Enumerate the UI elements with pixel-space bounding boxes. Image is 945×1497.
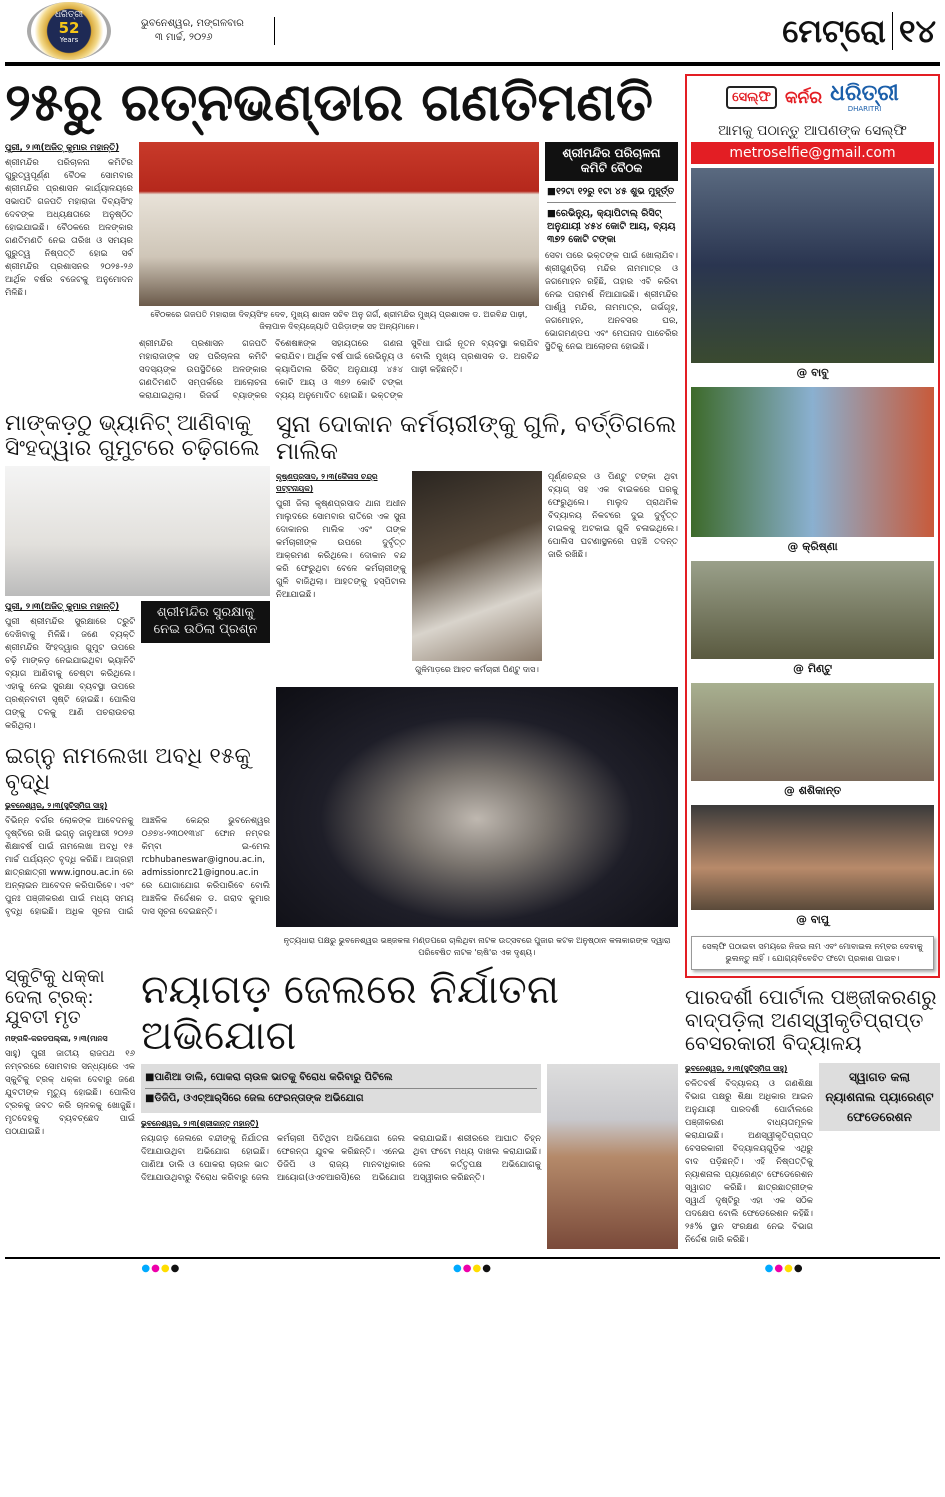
jail-headline: ନୟାଗଡ଼ ଜେଲରେ ନିର୍ଯାତନା ଅଭିଯୋଗ xyxy=(141,966,559,1059)
school-headline: ପାରଦର୍ଶୀ ପୋର୍ଟାଲ ପଞ୍ଜୀକରଣରୁ ବାଦ୍‌ପଡ଼ିଲା ଅଣସ୍ୱୀକୃତିପ୍ରାପ୍ତ ବେସରକାରୀ ବିଦ୍ୟାଳୟ xyxy=(685,984,937,1055)
scooty-body: ସାହୁ) ପୁରୀ ଜାତୀୟ ରାଜପଥ ୧୬ ନମ୍ବରରେ ସୋମବାର ସନ୍ଧ୍ୟାରେ ଏକ ସ୍କୁଟିକୁ ଟ୍ରକ୍ ଧକ୍କା ଦେବାରୁ ଜଣେ ଯୁବତୀଙ୍କ ମୃତ୍ୟୁ ହୋଇଛି। ପୋଲିସ ଟ୍ରକକୁ ଜବତ କରି ଚାଳକକୁ ଖୋଜୁଛି। ମୃତଦେହକୁ ବ୍ୟବଚ୍ଛେଦ ପାଇଁ ପଠାଯାଇଛି। xyxy=(5,1049,135,1138)
dharitri-52-years-logo xyxy=(27,2,111,60)
bottom-stories xyxy=(5,967,678,1249)
selfie-photo xyxy=(691,561,934,659)
lead-byline: ପୁରୀ, ୨।୩(ଅଜିତ୍ କୁମାର ମହାନ୍ତି) xyxy=(5,142,120,153)
story3-body: ପୁରୀ ଜିଲା କୃଷ୍ଣପ୍ରସାଦ ଥାନା ଅଧୀନ ମାଲୁଦରେ ସୋମବାର ରାତିରେ ଏକ ସୁନା ଦୋକାନର ମାଲିକ ଏବଂ ତାଙ୍କ କର୍ମଚାରୀଙ୍କ ଉପରେ ଦୁର୍ବୃତ୍ତ ଆକ୍ରମଣ କରିଥିଲେ। ଦୋକାନ ବନ୍ଦ କରି ଫେରୁଥିବା ବେଳେ କର୍ମଚାରୀଙ୍କୁ ଗୁଳି ବାଜିଥିଲା। ଆହତଙ୍କୁ ହସ୍ପିଟାଲ ନିଆଯାଇଛି। xyxy=(276,498,406,600)
page-header-bar xyxy=(5,0,940,66)
selfie-credit: @ କ୍ରିଷ୍ଣା xyxy=(787,539,838,553)
selfie-phone-icon: ସେଲ୍ଫି xyxy=(726,86,777,109)
lead-photo-caption: ବୈଠକରେ ଗଜପତି ମହାରାଜା ଦିବ୍ୟସିଂହ ଦେବ, ମୁଖ୍ୟ ଶାସନ ସଚିବ ଅନୁ ଗର୍ଗ, ଶ୍ରୀମନ୍ଦିର ମୁଖ୍ୟ ପ୍ରଶାସକ ଡ. ଅରବିନ୍ଦ ପାଢ଼ୀ, ଜିଲାପାଳ ଦିବ୍ୟଜ୍ୟୋତି ପରିଡ଼ାଙ୍କ ସହ ଅନ୍ୟମାନେ। xyxy=(150,309,528,331)
selfie-tagline: ଆମକୁ ପଠାନ୍ତୁ ଆପଣଙ୍କ ସେଲ୍ଫି xyxy=(718,122,907,139)
selfie-email[interactable]: metroselfie@gmail.com xyxy=(691,142,934,164)
jail-highlights xyxy=(141,1064,541,1113)
section-name: ମେଟ୍ରୋ xyxy=(782,11,886,50)
left-columns xyxy=(5,74,678,1249)
school-col1 xyxy=(685,1063,813,1247)
lead-sidebar xyxy=(545,142,678,354)
selfie-photo xyxy=(691,683,934,781)
selfie-note: ସେଲ୍ଫି ପଠାଇବା ସମୟରେ ନିଜର ନାମ ଏବଂ ମୋବାଇଲ ନମ୍ବର ଦେବାକୁ ଭୁଲନ୍ତୁ ନାହିଁ । ଯୋଗ୍ୟବିବେଚିତ ଫଟୋ ପ୍ରକାଶ ପାଇବ। xyxy=(691,936,934,970)
school-byline: ଭୁବନେଶ୍ୱର, ୨।୩(ସୁଚିସ୍ମିତା ସାହୁ) xyxy=(685,1063,788,1073)
school-highlight-box: ସ୍ୱାଗତ କଲା ନ୍ୟାଶନାଲ ପ୍ୟାରେଣ୍ଟ ଫେଡେରେଶନ xyxy=(819,1063,940,1131)
story3-headline: ସୁନା ଦୋକାନ କର୍ମଚାରୀଙ୍କୁ ଗୁଳି, ବର୍ତ୍ତିଗଲେ ମାଲିକ xyxy=(276,409,677,466)
logo-text: ଧରିତ୍ରୀ xyxy=(54,10,84,20)
color-registration-marks: ●●●● xyxy=(141,1262,181,1274)
story3-photo-col xyxy=(412,471,542,676)
sidebar-point: ■ରେଭିନ୍ୟୁ, କ୍ୟାପିଟାଲ୍ ରିସିଟ୍ ଅନୁଯାୟୀ ୪୫୪ କୋଟି ଆୟ, ବ୍ୟୟ ୩୭୨ କୋଟି ଟଙ୍କା xyxy=(547,207,676,245)
corner-title: କର୍ନର xyxy=(784,87,823,108)
sidebar-point-text: ୧୨ଟା ୧୨ରୁ ୧ଟା ୪୫ ଶୁଭ ମୁହୂର୍ତ୍ତ xyxy=(555,185,675,197)
selfie-photo xyxy=(691,805,934,910)
logo-sub: Years xyxy=(59,36,79,44)
story2-col1 xyxy=(5,601,135,733)
jail-row xyxy=(141,1064,678,1249)
selfie-credit: @ ମିଣ୍ଟୁ xyxy=(793,661,832,675)
lead-story xyxy=(5,142,678,403)
ignou-body: ବିଭିନ୍ନ ବର୍ଗର ଲୋକଙ୍କ ଆବେଦନକୁ ଦୃଷ୍ଟିରେ ରଖି ଇଗ୍ନୁ ଜାନୁଆରୀ ୨୦୨୬ ଶିକ୍ଷାବର୍ଷ ପାଇଁ ନାମଲେଖା ଅବଧି ୧୫ ମାର୍ଚ୍ଚ ପର୍ଯ୍ୟନ୍ତ ବୃଦ୍ଧି କରିଛି। ଆଗ୍ରହୀ ଛାତ୍ରଛାତ୍ରୀ www.ignou.ac.in ରେ ଅନ୍ଲାଇନ ଆବେଦନ କରିପାରିବେ। ଏବଂ ପୁନଃ ପଞ୍ଜୀକରଣ ପାଇଁ ମଧ୍ୟ ସମୟ ବୃଦ୍ଧି ହୋଇଛି। ଅଧିକ ସୂଚନା ପାଇଁ ଆଞ୍ଚଳିକ କେନ୍ଦ୍ର ଭୁବନେଶ୍ୱର ୦୬୭୪-୨୩୦୧୩୪୮ ଫୋନ ନମ୍ବର କିମ୍ବା ଇ-ମେଲ rcbhubaneswar@ignou.ac.in, admissionrc21@ignou.ac.in ରେ ଯୋଗାଯୋଗ କରିପାରିବେ ବୋଲି ଆଞ୍ଚଳିକ ନିର୍ଦ୍ଦେଶକ ଡ. ଗରାଦ କୁମାର ଦାସ ସୂଚନା ଦେଇଛନ୍ତି। xyxy=(5,815,270,917)
ignou-headline: ଇଗ୍ନୁ ନାମଲେଖା ଅବଧି ୧୫କୁ ବୃଦ୍ଧି xyxy=(5,744,251,795)
sidebar-title: ଶ୍ରୀମନ୍ଦିର ପରିଚାଳନା କମିଟି ବୈଠକ xyxy=(545,142,678,181)
sidebar-point-text: ରେଭିନ୍ୟୁ, କ୍ୟାପିଟାଲ୍ ରିସିଟ୍ ଅନୁଯାୟୀ ୪୫୪ କୋଟି ଆୟ, ବ୍ୟୟ ୩୭୨ କୋଟି ଟଙ୍କା xyxy=(547,207,676,245)
lead-body: ଶ୍ରୀମନ୍ଦିର ପରିଚାଳନା କମିଟିର ଗୁରୁତ୍ୱପୂର୍ଣ୍ଣ ବୈଠକ ସୋମବାର ଶ୍ରୀମନ୍ଦିର ପ୍ରଶାସନ କାର୍ଯ୍ୟାଳୟରେ ସଭାପତି ଗଜପତି ମହାରାଜା ଦିବ୍ୟସିଂହ ଦେବଙ୍କ ଅଧ୍ୟକ୍ଷତାରେ ଅନୁଷ୍ଠିତ ହୋଇଯାଇଛି। ବୈଠକରେ ଅଳଙ୍କାର ଗଣତିମଣତି ନେଇ ତାରିଖ ଓ ସମୟର ଗୁରୁତ୍ୱ ନିଷ୍ପତ୍ତି ହୋଇ ସର୍ବ ଶ୍ରୀମନ୍ଦିର ପ୍ରଶାସନର ୨୦୨୫-୨୬ ଆର୍ଥିକ ବର୍ଷର ବଜେଟକୁ ଅନୁମୋଦନ ମିଳିଛି। xyxy=(5,157,133,298)
color-registration-marks: ●●●● xyxy=(453,1262,492,1274)
jail-point-text: ଡିଜିପି, ଓଏଚ୍‌ଆର୍‌ସିରେ ଜେଲ ଫେରନ୍ତାଙ୍କ ଅଭିଯୋଗ xyxy=(154,1092,364,1104)
sidebar-point: ■୧୨ଟା ୧୨ରୁ ୧ଟା ୪୫ ଶୁଭ ମୁହୂର୍ତ୍ତ xyxy=(547,185,676,203)
page-header xyxy=(782,12,936,51)
date: ୩ ମାର୍ଚ୍ଚ, ୨୦୨୬ xyxy=(155,32,213,43)
story2-row xyxy=(5,601,270,733)
story2-headline: ମାଙ୍କଡ଼ଠୁ ଭ୍ୟାନିଟ୍ ଆଣିବାକୁ ସିଂହଦ୍ୱାର ଗୁମୁଟରେ ଚଢ଼ିଗଲେ xyxy=(5,410,260,462)
school-row xyxy=(685,1063,940,1247)
story2-highlight-box: ଶ୍ରୀମନ୍ଦିର ସୁରକ୍ଷାକୁ ନେଇ ଉଠିଲା ପ୍ରଶ୍ନ xyxy=(141,601,270,643)
right-column xyxy=(685,74,940,1247)
dharitri-brand: ଧରିତ୍ରୀ xyxy=(830,81,899,106)
jail-story xyxy=(141,1118,541,1185)
jail-body: ନୟାଗଡ଼ ଜେଲରେ ବନ୍ଦୀଙ୍କୁ ନିର୍ଯାତନା ଦିଆଯାଉଥିବା ଅଭିଯୋଗ ହୋଇଛି। ପାଣିଆ ଡାଲି ଓ ପୋକରା ଚାଉଳ ଭାତ ଦିଆଯାଉଥିବାରୁ ବିରୋଧ କରିବାରୁ ଜେଲ କର୍ମଚାରୀ ପିଟିଥିବା ଅଭିଯୋଗ ଜେଲ ଫେରନ୍ତା ଯୁବକ କରିଛନ୍ତି। ଏନେଇ ଡିଜିପି ଓ ରାଜ୍ୟ ମାନବାଧିକାର ଆୟୋଗ(ଓଏଚଆରସି)ରେ ଅଭିଯୋଗ କରାଯାଇଛି। ଶରୀରରେ ଆଘାତ ଚିହ୍ନ ଥିବା ଫଟୋ ମଧ୍ୟ ଦାଖଲ କରାଯାଇଛି। ଜେଲ କର୍ତ୍ତୃପକ୍ଷ ଅଭିଯୋଗକୁ ଅସ୍ୱୀକାର କରିଛନ୍ତି। xyxy=(141,1133,541,1183)
story3-caption: ଗୁଳିମାଡ଼ରେ ଆହତ କର୍ମଚାରୀ ପିଣ୍ଟୁ ଦାସ। xyxy=(415,664,539,674)
selfie-credit: @ ଶଶିକାନ୍ତ xyxy=(783,783,842,797)
footer-rule xyxy=(5,1257,940,1278)
place-day: ଭୁବନେଶ୍ୱର, ମଙ୍ଗଳବାର xyxy=(141,18,244,29)
selfie-credit: @ ବାବୁ xyxy=(796,365,829,379)
drama-caption: ନୃତ୍ୟଧାରା ପକ୍ଷରୁ ଭୁବନେଶ୍ୱର ଭଞ୍ଜକଳା ମଣ୍ଡପରେ ଚାଲିଥିବା ନାଟକ ଉତ୍ସବରେ ପୁଜାର କଟକ ଅନୁଷ୍ଠାନ କଳାକାରଙ୍କ ଦ୍ୱାରା ପରିବେଷିତ ନାଟକ 'ଋଷି'ର ଏକ ଦୃଶ୍ୟ। xyxy=(283,935,671,957)
scooty-byline: ମଙ୍ଗଳି-କରଡପଲ୍ଲୀ, ୨।୩(ମାନସ xyxy=(5,1034,108,1044)
selfie-corner-banner xyxy=(687,76,938,142)
scooty-headline: ସ୍କୁଟିକୁ ଧକ୍କା ଦେଲା ଟ୍ରକ୍: ଯୁବତୀ ମୃତ xyxy=(5,965,105,1029)
story3-body-continued: ପୂର୍ଣ୍ଣଚନ୍ଦ୍ର ଓ ପିଣ୍ଟୁ ଟଙ୍କା ଥିବା ବ୍ୟାଗ୍ ସହ ଏକ ବାଇକରେ ଘରକୁ ଫେରୁଥିଲେ। ମାଲୁଦ ପ୍ରାଥମିକ ବିଦ୍ୟାଳୟ ନିକଟରେ ଦୁଇ ଦୁର୍ବୃତ୍ତ ବାଇକକୁ ଅଟକାଇ ଗୁଳି ଚଳାଇଥିଲେ। ପୋଲିସ ଘଟଣାସ୍ଥଳରେ ପହଞ୍ଚି ତଦନ୍ତ ଜାରି ରଖିଛି। xyxy=(548,471,678,560)
scooty-story xyxy=(5,967,135,1139)
jail-point: ■ଡିଜିପି, ଓଏଚ୍‌ଆର୍‌ସିରେ ଜେଲ ଫେରନ୍ତାଙ୍କ ଅଭିଯୋଗ xyxy=(145,1092,364,1104)
story3-col1 xyxy=(276,471,406,602)
story2-body: ପୁରୀ ଶ୍ରୀମନ୍ଦିର ସୁରକ୍ଷାରେ ତ୍ରୁଟି ଦେଖିବାକୁ ମିଳିଛି। ଜଣେ ବ୍ୟକ୍ତି ଶ୍ରୀମନ୍ଦିର ସିଂହଦ୍ୱାର ଗୁମୁଟ ଉପରେ ଚଢ଼ି ମାଙ୍କଡ଼ ନେଇଯାଇଥିବା ଭ୍ୟାନିଟି ବ୍ୟାଗ ଆଣିବାକୁ ଚେଷ୍ଟା କରିଥିଲେ। ଏହାକୁ ନେଇ ସୁରକ୍ଷା ବ୍ୟବସ୍ଥା ଉପରେ ପ୍ରଶ୍ନବାଚୀ ସୃଷ୍ଟି ହୋଇଛି। ପୋଲିସ ତାଙ୍କୁ ତଳକୁ ଆଣି ପଚରାଉଚରା କରିଥିଲା। xyxy=(5,617,135,732)
ignou-story xyxy=(5,800,270,919)
lead-headline: ୨୫ରୁ ରତ୍ନଭଣ୍ଡାର ଗଣତିମଣତି xyxy=(5,73,653,133)
temple-committee-meeting-photo xyxy=(139,142,539,306)
injured-employee-photo xyxy=(412,471,542,661)
story3-row xyxy=(276,471,678,676)
left-middle xyxy=(5,411,270,919)
lead-body-continued: ଶ୍ରୀମନ୍ଦିର ପ୍ରଶାସନ ଗଜପତି ମହାରାଜାଙ୍କ ସହ ପରିଚାଳନା କମିଟି ସଦସ୍ୟଙ୍କ ଉପସ୍ଥିତିରେ ଅଳଙ୍କାର ଗଣତିମଣତି ସମ୍ପର୍କରେ ଆଲୋଚନା କରାଯାଇଥିଲା। ରିଜର୍ଭ ବ୍ୟାଙ୍କର ବିଶେଷଜ୍ଞଙ୍କ ସହାୟତାରେ ଗଣନା କରାଯିବ। ଆର୍ଥିକ ବର୍ଷ ପାଇଁ ରେଭିନ୍ୟୁ ଓ କ୍ୟାପିଟାଲ ରିସିଟ୍ ଅନୁଯାୟୀ ୪୫୪ କୋଟି ଆୟ ଓ ୩୭୨ କୋଟି ଟଙ୍କା ବ୍ୟୟ ଅନୁମୋଦିତ ହୋଇଛି। ଭକ୍ତଙ୍କ ସୁବିଧା ପାଇଁ ନୂତନ ବ୍ୟବସ୍ଥା କରାଯିବ ବୋଲି ମୁଖ୍ୟ ପ୍ରଶାସକ ଡ. ଅରବିନ୍ଦ ପାଢ଼ୀ କହିଛନ୍ତି। xyxy=(139,338,539,401)
jail-text-col xyxy=(141,1064,541,1185)
lead-center xyxy=(139,142,539,403)
jail-story-block xyxy=(141,967,678,1249)
selfie-corner-panel xyxy=(685,74,940,978)
jail-point: ■ପାଣିଆ ଡାଲି, ପୋକରା ଚାଉଳ ଭାତକୁ ବିରୋଧ କରିବାରୁ ପିଟିଲେ xyxy=(145,1068,537,1089)
ignou-byline: ଭୁବନେଶ୍ୱର, ୨।୩(ସୁଚିସ୍ମିତା ସାହୁ) xyxy=(5,800,108,810)
sidebar-body: ସେବା ପରେ ଭକ୍ତଙ୍କ ପାଇଁ ଖୋଲାଯିବ। ଶ୍ରୀଗୁଣ୍ଡିଚା ମନ୍ଦିର ନାମମାତ୍ର ଓ ଜଗମୋହନ ରହିଛି, ତାହାର ଏବି କରିବା ନେଇ ପରାମର୍ଶ ନିଆଯାଇଛି। ଶ୍ରୀମନ୍ଦିର ପାର୍ଶ୍ୱ ମନ୍ଦିର, ନାମମାତ୍ର, ଗର୍ଭଗୃହ, ଜଗମୋହନ, ଅନବସର ଘର, ଭୋଗମଣ୍ଡପ ଏବଂ ମେଘନାଦ ପାଚେରିର ସ୍ଥିତିକୁ ନେଇ ଆଲୋଚନା ହୋଇଛି। xyxy=(545,250,678,352)
simhadwara-dome-photo xyxy=(5,466,270,596)
logo-years: 52 xyxy=(58,19,80,37)
color-registration-marks: ●●●● xyxy=(764,1262,804,1274)
right-middle xyxy=(276,411,678,959)
story3-byline: କୃଷ୍ଣପ୍ରସାଦ, ୨।୩(କୈଳାସ ଚନ୍ଦ୍ର ପଟ୍ଟନାୟକ) xyxy=(276,471,378,493)
story2-byline: ପୁରୀ, ୨।୩(ଅଜିତ୍ କୁମାର ମହାନ୍ତି) xyxy=(5,602,120,613)
selfie-photo xyxy=(691,387,934,537)
selfie-photo xyxy=(691,168,934,363)
jail-byline: ଭୁବନେଶ୍ୱର, ୨।୩(ଶ୍ରୀକାନ୍ତ ମହାନ୍ତି) xyxy=(141,1118,259,1128)
middle-stories xyxy=(5,411,678,959)
dateline xyxy=(141,17,275,45)
dharitri-brand-sub: DHARITRI xyxy=(847,105,882,114)
page-body xyxy=(5,74,940,1249)
drama-scene-photo xyxy=(276,687,678,927)
page-number: ୧୪ xyxy=(892,12,936,50)
school-body: ଚଳିତବର୍ଷ ବିଦ୍ୟାଳୟ ଓ ଗଣଶିକ୍ଷା ବିଭାଗ ପକ୍ଷରୁ ଶିକ୍ଷା ଅଧିକାର ଆଇନ ଅନୁଯାୟୀ ପାରଦର୍ଶୀ ପୋର୍ଟାଲରେ ପଞ୍ଜୀକରଣ ବାଧ୍ୟତାମୂଳକ କରାଯାଇଛି। ଅଣସ୍ୱୀକୃତିପ୍ରାପ୍ତ ବେସରକାରୀ ବିଦ୍ୟାଳୟଗୁଡ଼ିକ ଏଥିରୁ ବାଦ ପଡ଼ିଛନ୍ତି। ଏହି ନିଷ୍ପତ୍ତିକୁ ନ୍ୟାଶନାଲ ପ୍ୟାରେଣ୍ଟ ଫେଡେରେଶନ ସ୍ୱାଗତ କରିଛି। ଛାତ୍ରଛାତ୍ରୀଙ୍କ ସ୍ୱାର୍ଥ ଦୃଷ୍ଟିରୁ ଏହା ଏକ ସଠିକ ପଦକ୍ଷେପ ବୋଲି ଫେଡେରେଶନ କହିଛି। ୨୫% ସ୍ଥାନ ସଂରକ୍ଷଣ ନେଇ ବିଭାଗ ନିର୍ଦ୍ଦେଶ ଜାରି କରିଛି। xyxy=(685,1078,813,1245)
selfie-credit: @ ବାପୁ xyxy=(795,912,830,926)
jail-point-text: ପାଣିଆ ଡାଲି, ପୋକରା ଚାଉଳ ଭାତକୁ ବିରୋଧ କରିବାରୁ ପିଟିଲେ xyxy=(154,1071,393,1083)
lead-col1 xyxy=(5,142,133,300)
injured-back-photo xyxy=(547,1064,678,1249)
